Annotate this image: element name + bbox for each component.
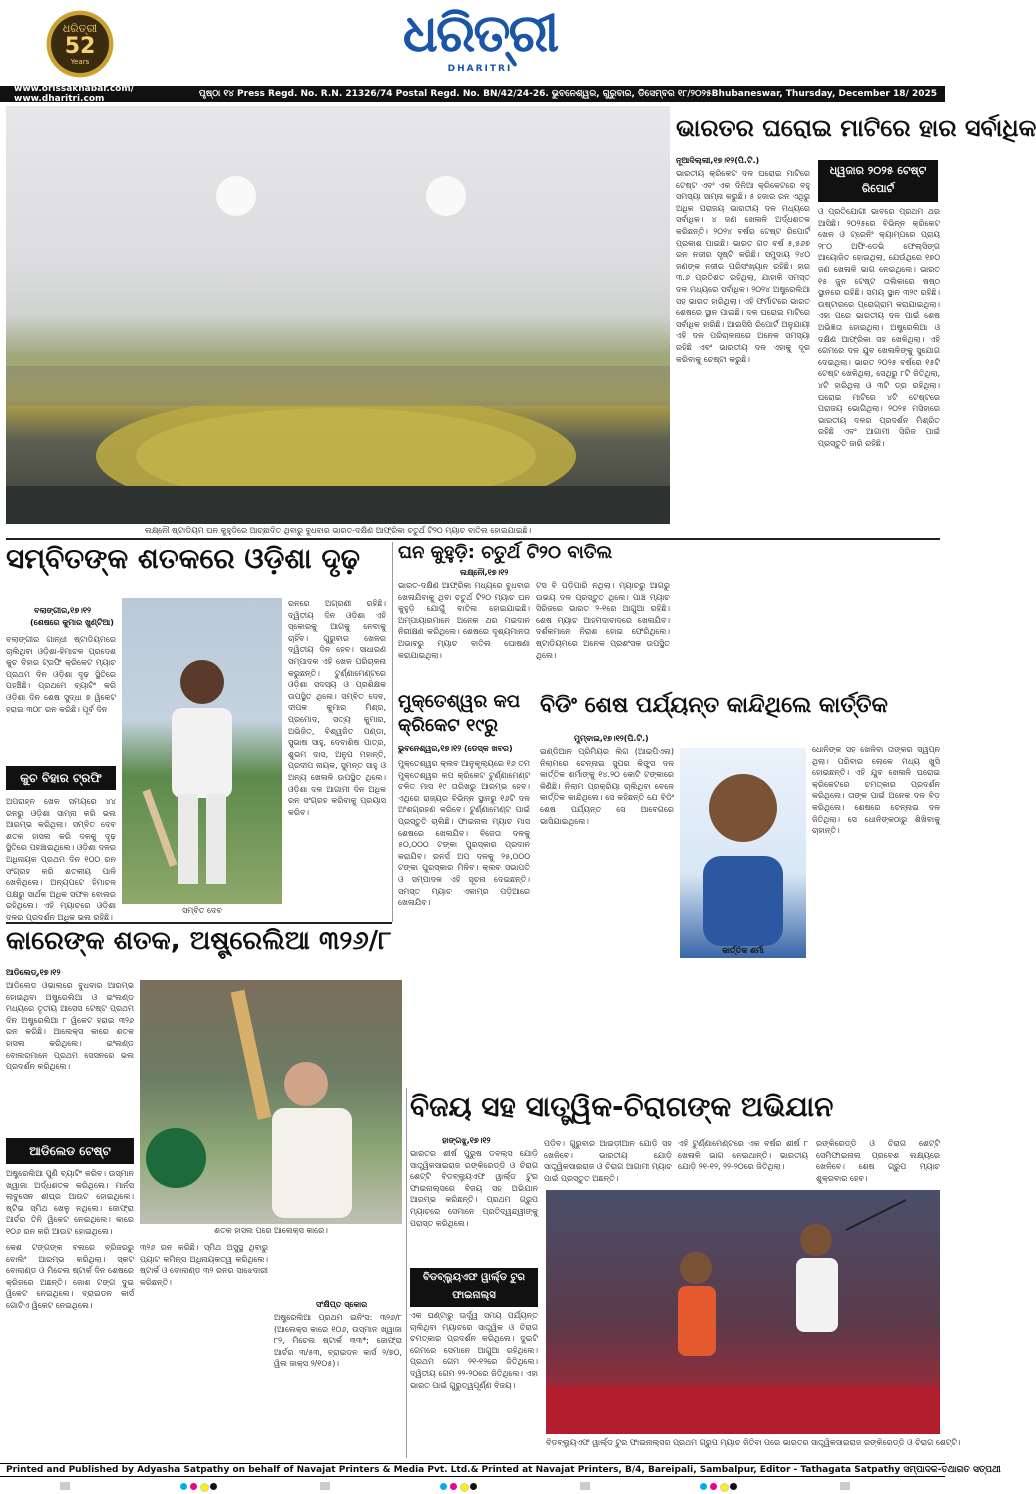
badminton-body-col2: ପଡ଼ିବ। ଗୁରୁବାର ଆଇଡ଼ୀଆନ ଯୋଡ଼ି ସହ ଖେଳିବେ। ଭାରତୀୟ ଯୋଡ଼ି ସାତ୍ତ୍ୱିକସାଇରାଜ ଓ ଚିରାଗ ଆଗାମୀ ମ୍ୟାଚ ପାଇଁ ପ୍ରସ୍ତୁତ ଅଛନ୍ତି।: [544, 1139, 672, 1183]
reg-square-1: [60, 1482, 70, 1490]
registration-info: ପୃଷ୍ଠା ୧୪ Press Regd. No. R.N. 21326/74 Postal Regd. No. BN/42/24-26. ଭୁବନେଶ୍ୱର, ଗୁରୁବାର, ଡିସେମ୍ବର ୧୮/୨୦୨୫: [198, 89, 712, 99]
odisha-body-col3: ରନରେ ଅଗ୍ରଣୀ ରହିଛି। ଦ୍ୱିତୀୟ ଦିନ ଓଡ଼ିଶା ଏହି ସ୍କୋରକୁ ଆଗକୁ ନେବାକୁ ଚାହିଁବ। ଗୁରୁବାର ଖେଳର ଦ୍ୱିତୀୟ ଦିନ ହେବ। ସାଧାରଣ ସମ୍ପାଦକ ଏହି ଖେଳ ପରିଚାଳନା କରୁଛନ୍ତି। ଟୁର୍ଣ୍ଣାମେଣ୍ଟରେ ଓଡ଼ିଶା ସଦସ୍ୟ ଓ ପ୍ରଶିକ୍ଷକ ଉପସ୍ଥିତ ଥିଲେ। ସମ୍ବିତ ଦେବ, ଦୀପକ କୁମାର ମିଶ୍ର, ପ୍ରମୋଦ, ସତ୍ୟ କୁମାର, ଅଭିଜିତ, ବିଶ୍ୱଜିତ ପଣ୍ଡା, ସୁଭାଷ ସାହୁ, ଦେବାଶିଷ ପାତ୍ର, ଶୁଭମ ଦାସ, ଅନୁପ ମହାନ୍ତି, ପ୍ରଦୀପ ନାୟକ, ସୁମନ୍ତ ସାହୁ ଓ ଅନ୍ୟ ଖେଳାଳି ଉପସ୍ଥିତ ଥିଲେ। ଓଡ଼ିଶା ଦଳ ଆଗାମୀ ଦିନ ଅଧିକ ରନ ସଂଗ୍ରହ କରିବାକୁ ପ୍ରୟାସ କରିବ।: [288, 599, 386, 817]
defeat-body-col1: ଭାରତୀୟ କ୍ରିକେଟ ଦଳ ଘରୋଇ ମାଟିରେ ଟେଷ୍ଟ ଏବଂ ଏକ ଦିନିଆ କ୍ରିକେଟରେ ବହୁ ସମସ୍ୟା ସାମ୍ନା କରୁଛି। ୫ ହଜାର ରନ ଏଥିରୁ ଅଧିକ ପରାଜୟ ଭାରତୀୟ ଦଳ ମଧ୍ୟରେ ସର୍ବାଧିକ। ୪ ଜଣ ଖେଳାଳି ଅର୍ଦ୍ଧଶତକ କରିଛନ୍ତି। ୨୦୨୪ ବର୍ଷର ଟେଷ୍ଟ ରିପୋର୍ଟ ପ୍ରକାଶ ପାଇଛି। ଭାରତ ଗତ ବର୍ଷ ୫,୫୬୭ ରନ ନଜୀର ସୃଷ୍ଟି କରିଛି। ସମୁଦାୟ ୨୪୦ ଜଣଙ୍କ ନଜୀର ପରିସଂଖ୍ୟାନ ରହିଛି। ହାର ୩.୬ ପ୍ରତିଶତ ରହିଥିଲା, ଯାହାକି ସମସ୍ତ ଦଳ ମଧ୍ୟରେ ସର୍ବାଧିକ। ୨୦୨୪ ଅଷ୍ଟ୍ରେଲିଆ ସହ ଭାରତ ହାରିଥିଲା। ଏହି ଫର୍ମାଟରେ ଭାରତ ଶେଷରେ ସ୍ଥାନ ପାଇଛି। ଦଳ ଘରୋଇ ମାଟିରେ ସର୍ବାଧିକ ହାରିଛି। ଆଇସିସି ରିପୋର୍ଟ ଅନୁଯାୟୀ ଏହି ଦଳ ପରିଚାଳନାରେ ଅନେକ ସମସ୍ୟା ରହିଛି ଏବଂ ଭାରତୀୟ ଦଳ ଏହାକୁ ଦୂର କରିବାକୁ ଚେଷ୍ଟା କରୁଛି।: [676, 169, 810, 364]
defeat-box-label: ଧ୍ୱଜାର ୨୦୨୫ ଟେଷ୍ଟ ରିପୋର୍ଟ: [818, 160, 938, 202]
badminton-illustration: [546, 1190, 940, 1434]
badminton-headline[interactable]: ବିଜୟ ସହ ସାତ୍ତ୍ୱିକ-ଚିରାଗଙ୍କ ଅଭିଯାନ: [410, 1090, 834, 1123]
badminton-body-col3b: ଏହି ଟୁର୍ଣ୍ଣାମେଣ୍ଟରେ ଏକ ବର୍ଷର ଶୀର୍ଷ ୮ ଖେଳାଳି ଭାଗ ନେଇଥାନ୍ତି। ଭାରତୀୟ ଯୋଡ଼ି ୨୧-୧୨, ୨୨-୨୦ରେ ଜିତିଥିଲା।: [678, 1139, 808, 1172]
badminton-box-label: ବିଡବ୍ଲ୍ୟୁଏଫ ୱାର୍ଲ୍ଡ ଟୁର ଫାଇନାଲ୍ସ: [410, 1268, 538, 1307]
badminton-body-col3: ରଙ୍କିରେଡ୍ଡି ଓ ଚିରାଗ ଶେଟ୍ଟି ସେମିଫାଇନାଲ ପ୍ରବେଶ ଲକ୍ଷ୍ୟରେ ଖେଳିବେ। ଶେଷ ଗ୍ରୁପ ମ୍ୟାଚ ଶୁକ୍ରବାର ହେବ।: [816, 1139, 940, 1183]
odisha-dateline: ବଲାଙ୍ଗୀର,୧୭।୧୨: [34, 606, 91, 615]
ashes-body-col1b: ଅଷ୍ଟ୍ରେଲିଆ ପୁଣି ବ୍ୟାଟିଂ କରିବ। ଉସ୍ମାନ ଖ୍ୱାଜା ଅର୍ଦ୍ଧଶତକ କରିଥିଲେ। ମାର୍ନସ ଲାବୁସେନ ଶୀଘ୍ର ଆଉଟ ହୋଇଥିଲେ। ଷ୍ଟିଭ ସ୍ମିଥ ଖେଳୁ ନଥିଲେ। ଜୋଫ୍ରା ଆର୍ଚର ତିନି ୱିକେଟ ନେଇଥିଲେ। କାରେ ୧୦୬ ରନ କରି ଆଉଟ ହୋଇଥିଲେ।: [6, 1169, 134, 1236]
reg-square-2: [320, 1482, 330, 1490]
mukteswar-body: ମୁକ୍ତେଶ୍ୱର କ୍ଲବ ଆନୁକୂଲ୍ୟରେ ୧୬ ତମ ମୁକ୍ତେଶ୍ୱର କପ କ୍ରିକେଟ ଟୁର୍ଣ୍ଣାମେଣ୍ଟ ଚଳିତ ମାସ ୧୯ ତାରିଖରୁ ଆରମ୍ଭ ହେବ। ଏଥିରେ ରାଜ୍ୟର ବିଭିନ୍ନ ସ୍ଥାନରୁ ୧୬ଟି ଦଳ ଅଂଶଗ୍ରହଣ କରିବେ। ଟୁର୍ଣ୍ଣାମେଣ୍ଟ ପାଇଁ ପ୍ରସ୍ତୁତି ଚାଲିଛି। ଫାଇନାଲ ମ୍ୟାଚ ମାସ ଶେଷରେ ଖେଳାଯିବ। ବିଜେତା ଦଳକୁ ୫୦,୦୦୦ ଟଙ୍କା ପୁରସ୍କାର ପ୍ରଦାନ କରାଯିବ। ରନର୍ସ ଅପ ଦଳକୁ ୨୫,୦୦୦ ଟଙ୍କା ପୁରସ୍କାର ମିଳିବ। କ୍ଲବ ସଭାପତି ଓ ସମ୍ପାଦକ ଏହି ସୂଚନା ଦେଇଛନ୍ତି। ସମସ୍ତ ମ୍ୟାଚ ଏକାମ୍ର ପଡ଼ିଆରେ ଖେଳାଯିବ।: [398, 759, 530, 908]
reg-square-4: [840, 1482, 850, 1490]
odisha-box-label: କୁଚ ବିହାର ଟ୍ରଫି: [6, 766, 116, 790]
ashes-summary-label: ସଂକ୍ଷିପ୍ତ ସ୍କୋର: [316, 1300, 368, 1309]
badminton-body-col1b: ଏକ ଘଣ୍ଟାରୁ ଊର୍ଦ୍ଧ୍ୱ ସମୟ ପର୍ଯ୍ୟନ୍ତ ଚାଲିଥିବା ମ୍ୟାଚରେ ସାତ୍ତ୍ୱିକ ଓ ଚିରାଗ ଚମତ୍କାର ପ୍ରଦର୍ଶନ କରିଥିଲେ। ଦୁଇଟି ଗେମରେ ସେମାନେ ଆଗୁଆ ରହିଥିଲେ। ପ୍ରଥମ ଗେମ ୨୧-୧୨ରେ ଜିତିଥିଲେ। ଦ୍ୱିତୀୟ ଗେମ ୨୨-୨୦ରେ ଜିତିଥିଲେ। ଏହା ଭାରତ ପାଇଁ ଗୁରୁତ୍ୱପୂର୍ଣ୍ଣ ବିଜୟ।: [410, 1311, 538, 1390]
ashes-body-col2: ୩୨୬ ରନ କରିଛି। ସ୍ମିଥ ଅସୁସ୍ଥ ଥିବାରୁ ପ୍ୟାଟ କମିନ୍ସ ଅଧିନାୟକତ୍ୱ କରିଥିଲେ। ଷ୍ଟାର୍କ ଓ ବୋଲାଣ୍ଡ ୩୨ ରନର ସାଝେଦାରୀ କରିଛନ୍ତି।: [140, 1243, 268, 1287]
ashes-headline[interactable]: କାରେଙ୍କ ଶତକ, ଅଷ୍ଟ୍ରେଲିଆ ୩୨୬/୮: [6, 926, 392, 956]
kartik-body-col1: ଇଣ୍ଡିଆନ ପ୍ରିମିୟର ଲିଗ (ଆଇପିଏଲ) ନିଲାମରେ ଚେନ୍ନାଇ ସୁପର କିଙ୍ଗ୍ସ ଦଳ କାର୍ତ୍ତିକ ଶର୍ମାଙ୍କୁ ୧୪.୨୦ କୋଟି ଟଙ୍କାରେ କିଣିଛି। ନିଲାମ ପ୍ରକ୍ରିୟା ଚାଲିଥିବା ବେଳେ କାର୍ତ୍ତିକ କାନ୍ଦିଥିଲେ। ସେ କହିଛନ୍ତି ଯେ ବିଡିଂ ଶେଷ ପର୍ଯ୍ୟନ୍ତ ସେ ଆବେଗରେ ଭାସିଯାଇଥିଲେ।: [540, 747, 674, 826]
kartik-photo: [680, 748, 806, 958]
odisha-headline[interactable]: ସମ୍ବିତଙ୍କ ଶତକରେ ଓଡ଼ିଶା ଦୃଢ଼: [6, 542, 361, 575]
ashes-box-label: ଆଡିଲେଡ ଟେଷ୍ଟ: [6, 1138, 134, 1164]
sambit-caption: ସମ୍ବିତ ଦେବ: [182, 906, 222, 915]
website-links[interactable]: www.orissakhabar.com/ www.dharitri.com: [14, 84, 135, 104]
reg-dot-black-3: [730, 1483, 737, 1490]
reg-square-3: [580, 1482, 590, 1490]
odisha-body-col1: ବଲାଙ୍ଗୀର ଗାନ୍ଧୀ ଷ୍ଟାଡିୟମରେ ଚାଲିଥିବା ଓଡ଼ିଶା-ହିମାଚଳ ପ୍ରଦେଶ କୁଚ ବିହାର ଟ୍ରଫି କ୍ରିକେଟ ମ୍ୟାଚ ପ୍ରଥମ ଦିନ ଓଡ଼ିଶା ଦୃଢ଼ ସ୍ଥିତିରେ ପହଞ୍ଚିଛି। ପ୍ରଥମେ ବ୍ୟାଟିଂ କରି ଓଡ଼ିଶା ଦିନ ଶେଷ ସୁଦ୍ଧା ୭ ୱିକେଟ ହରାଇ ୩୦୮ ରନ କରିଛି। ପୂର୍ବ ଦିନ: [6, 635, 116, 714]
masthead: [0, 0, 945, 86]
ashes-body-col1c: କେଶ ଟଙ୍ଗଙ୍କ ବଲରେ ବ୍ରିଜରରୁ ବୋଲିଂ ଆରମ୍ଭ କରିଥିଲା। ସ୍କଟ ବୋଲାଣ୍ଡ ଓ ମିଚେଲ ଷ୍ଟାର୍କ ଦିନ ଶେଷରେ କ୍ରିଜରେ ଅଛନ୍ତି। ଜୋଶ ଟଙ୍ଗ ଦୁଇ ୱିକେଟ ନେଇଥିଲେ। ବ୍ରାଇଡନ କାର୍ସ ଗୋଟିଏ ୱିକେଟ ନେଇଥିଲେ।: [6, 1243, 134, 1310]
odisha-body-col1b: ଅପରାହ୍ନ ଖେଳ ସମୟରେ ୪୪ ରନରୁ ଓଡ଼ିଶା ସାମ୍ନା କରି ଭଲ ଆରମ୍ଭ କରିଥିଲା। ସମ୍ବିତ ଦେବ ଶତକ ହାସଲ କରି ଦଳକୁ ଦୃଢ଼ ସ୍ଥିତିରେ ପହଞ୍ଚାଇଥିଲେ। ଓଡ଼ିଶା ଦଳର ଅଧିନାୟକ ପ୍ରଥମ ଦିନ ୧୦୦ ରନ ସଂଗ୍ରହ କରି ଶତକୀୟ ପାଳି ଖେଳିଥିଲେ। ଅନ୍ୟପଟେ ହିମାଚଳ ପକ୍ଷରୁ ସାର୍ଥକ ଅଧିକ ସଫଳ ବୋଲର ରହିଥିଲେ। ଏହି ମ୍ୟାଚରେ ଓଡ଼ିଶା ଦଳର ପ୍ରଦର୍ଶନ ଅଧିକ ଭଲ ରହିଛି।: [6, 797, 116, 922]
badminton-body-col1: ଭାରତର ଶୀର୍ଷ ପୁରୁଷ ଡବଲ୍ସ ଯୋଡ଼ି ସାତ୍ତ୍ୱିକସାଇରାଜ ରଙ୍କିରେଡ୍ଡି ଓ ଚିରାଗ ଶେଟ୍ଟି ବିଡବ୍ଲ୍ୟୁଏଫ ୱାର୍ଲ୍ଡ ଟୁର ଫାଇନାଲ୍ସରେ ବିଜୟ ସହ ଅଭିଯାନ ଆରମ୍ଭ କରିଛନ୍ତି। ପ୍ରଥମ ଗ୍ରୁପ ମ୍ୟାଚରେ ସେମାନେ ପ୍ରତିଦ୍ୱନ୍ଦ୍ୱୀଙ୍କୁ ପରାସ୍ତ କରିଥିଲେ।: [410, 1149, 538, 1228]
kartik-caption: କାର୍ତ୍ତିକ ଶର୍ମା: [722, 946, 764, 955]
t20-body-col2: ଟସ ବି ପଡ଼ିପାରି ନଥିଲା। ମ୍ୟାଚରୁ ଆଗରୁ ଉଭୟ ଦଳ ପ୍ରସ୍ତୁତ ଥିଲେ। ପାଞ୍ଚ ମ୍ୟାଚ ସିରିଜରେ ଭାରତ ୨-୧ରେ ଆଗୁଆ ରହିଛି। ଶେଷ ମ୍ୟାଚ ଆହମଦାବାଦରେ ଖେଳାଯିବ। ଦର୍ଶକମାନେ ନିରାଶ ହୋଇ ଫେରିଥିଲେ। ଷ୍ଟାଡିୟମରେ ଅନେକ ପ୍ରଶଂସକ ଉପସ୍ଥିତ ଥିଲେ।: [536, 581, 670, 660]
section-divider-2: [6, 922, 392, 924]
odisha-subdateline: (ଶେଷରେ କୁମାର ଖୁଣ୍ଟିଆ): [30, 618, 114, 627]
info-bar: [0, 86, 945, 102]
reg-dot-black-2: [470, 1483, 477, 1490]
printer-footer: Printed and Published by Adyasha Satpathy on behalf of Navajat Printers & Media Pvt. Ltd.& Printed at Navajat Printers, B/4, Bareipali, Sambalpur, Editor - Tathagata Satpathy ସମ୍ପାଦକ-ତଥାଗତ ସତ୍ପଥୀ: [0, 1463, 945, 1477]
carey-illustration: [140, 980, 402, 1224]
satwik-chirag-photo: [546, 1190, 940, 1434]
reg-dot-yellow-1: [200, 1483, 209, 1492]
carey-photo: [140, 980, 402, 1224]
stadium-fog-photo: [6, 106, 670, 524]
kartik-headline[interactable]: ବିଡିଂ ଶେଷ ପର୍ଯ୍ୟନ୍ତ କାନ୍ଦିଥିଲେ କାର୍ତ୍ତିକ: [540, 693, 888, 718]
badminton-dateline: ହାଙ୍ଗଝୁ,୧୭।୧୨: [442, 1136, 491, 1145]
column-divider: [392, 542, 393, 922]
kartik-dateline: ମୁମ୍ବାଇ,୧୭।୧୨(ପି.ଟି.): [574, 734, 649, 743]
reg-dot-yellow-3: [720, 1483, 729, 1492]
mukteswar-dateline: ଭୁବନେଶ୍ୱର,୧୭।୧୨ (ଡେସ୍କ ଖବର): [398, 744, 513, 753]
t20-dateline: ଲକ୍ଷ୍ନୌ,୧୭।୧୨: [460, 568, 509, 577]
defeat-headline[interactable]: ଭାରତର ଘରୋଇ ମାଟିରେ ହାର ସର୍ବାଧିକ: [676, 114, 1036, 142]
badge-years-number: 52: [64, 34, 96, 59]
registration-marks: [0, 1478, 945, 1494]
reg-dot-magenta-2: [450, 1483, 457, 1490]
t20-body-col1: ଭାରତ-ଦକ୍ଷିଣ ଆଫ୍ରିକା ମଧ୍ୟରେ ବୁଧବାର ଖେଳାଯିବାକୁ ଥିବା ଚତୁର୍ଥ ଟି୨୦ ମ୍ୟାଚ ଘନ କୁହୁଡ଼ି ଯୋଗୁଁ ବାତିଲ ହୋଇଯାଇଛି। ଅମ୍ପାୟାରମାନେ ଅନେକ ଥର ମଇଦାନ ନିରୀକ୍ଷଣ କରିଥିଲେ। ଶେଷରେ ଦୃଶ୍ୟମାନତା ଅଭାବରୁ ମ୍ୟାଚ ବାତିଲ ଘୋଷଣା କରାଯାଇଥିଲା।: [398, 581, 530, 660]
badge-title: ଧରିତ୍ରୀ: [62, 22, 98, 35]
ashes-dateline: ଆଡିଲେଡ୍,୧୭।୧୨: [6, 968, 61, 977]
reg-dot-magenta-1: [190, 1483, 197, 1490]
reg-dot-cyan-2: [440, 1483, 447, 1490]
defeat-dateline: ନୂଆଦିଲ୍ଲୀ,୧୭।୧୨(ପି.ଟି.): [676, 156, 760, 165]
badge-years-word: Years: [70, 58, 90, 66]
reg-dot-magenta-3: [710, 1483, 717, 1490]
defeat-body-col2: ଓ ପ୍ରତିଯୋଗୀ ଭାବରେ ପ୍ରଥମ ଥର ଆସିଛି। ୨୦୨୫ରେ ବିଭିନ୍ନ କ୍ରିକେଟ ଖେଳ ଓ ଟ୍ରେନିଂ କ୍ୟାମ୍ପରେ ପ୍ରାୟ ୨୮୦ ଅଫି-ଡେଭି ଫେଲ୍ସିଙ୍ଗ ଆୟୋଜିତ ହୋଇଥିଲା, ଯେଉଁଥିରେ ୧୭୦ ଜଣ ଖେଳାଳି ଭାଗ ନେଇଥିଲେ। ଭାରତ ୧୫ ଜୁନ ଟେଷ୍ଟ ତାଲିକାରେ ଷଷ୍ଠ ସ୍ଥାନରେ ରହିଛି। ସମୟ ସ୍ଥାନ ୩୨୯ ରହିଛି। ଉଷ୍ଟାରରେ ପ୍ରୋଗ୍ରାମ କରାଯାଇଥିଲା। ଏହା ପରେ ଭାରତୀୟ ଦଳ ପାଇଁ ଶେଷ ଅଭିଜ୍ଞତା ହୋଇଥିଲା। ଅଷ୍ଟ୍ରେଲିଆ ଓ ଦକ୍ଷିଣ ଆଫ୍ରିକା ସହ ଖେଳିଥିଲା। ଏହି ଗେମରେ ଦଳ ଯୁବ ଖେଳାଳିଙ୍କୁ ସୁଯୋଗ ଦେଇଥିଲା। ଭାରତ ୨୦୨୫ ବର୍ଷରେ ୧୫ଟି ଟେଷ୍ଟ ଖେଳିଥିଲା, ସେଥିରୁ ୮ଟି ଜିତିଥିଲା, ୪ଟି ହାରିଥିଲା ଓ ୩ଟି ଡ୍ର ରହିଥିଲା। ଘରୋଇ ମାଟିରେ ୪ଟି ଟେଷ୍ଟରେ ପରାଜୟ ଭୋଗିଥିଲା। ୨୦୨୫ ମସିହାରେ ଭାରତୀୟ ଦଳର ପ୍ରଦର୍ଶନ ମିଶ୍ରିତ ରହିଛି ଏବଂ ଆଗାମୀ ସିରିଜ ପାଇଁ ପ୍ରସ୍ତୁତି ଜାରି ରହିଛି।: [818, 207, 940, 448]
fog-photo-caption: ଲକ୍ଷ୍ନୌ ଷ୍ଟାଡିୟମ ଘନ କୁହୁଡ଼ିରେ ଆଚ୍ଛାଦିତ ଥିବାରୁ ବୁଧବାର ଭାରତ-ଦକ୍ଷିଣ ଆଫ୍ରିକା ଚତୁର୍ଥ ଟି୨୦ ମ୍ୟାଚ ବାତିଲ ହୋଇଯାଇଛି।: [144, 526, 532, 535]
badminton-caption: ବିଡବ୍ଲ୍ୟୁଏଫ ୱାର୍ଲ୍ଡ ଟୁର ଫାଇନାଲ୍ସର ପ୍ରଥମ ଗ୍ରୁପ ମ୍ୟାଚ ଜିତିବା ପରେ ଭାରତର ସାତ୍ତ୍ୱିକସାଇରାଜ ରଙ୍କିରେଡ୍ଡି ଓ ଚିରାଗ ଶେଟ୍ଟି।: [546, 1438, 961, 1447]
sambit-photo: [122, 598, 282, 904]
stadium-fog-illustration: [6, 106, 670, 524]
newspaper-logo[interactable]: [380, 4, 580, 82]
ashes-summary: ଅଷ୍ଟ୍ରେଲିଆ ପ୍ରଥମ ଇନିଂସ: ୩୨୬/୮ (ଆଲେକ୍ସ କାରେ ୧୦୬, ଉସ୍ମାନ ଖ୍ୱାଜା ୮୨, ମିଚେଲ ଷ୍ଟାର୍କ ୩୩*; ଜୋଫ୍ରା ଆର୍ଚର ୩/୫୩, ବ୍ରାଇଡନ କାର୍ସ ୨/୭୦, ୱିଲ ଜାକ୍ସ ୨/୧୦୫)।: [274, 1313, 402, 1369]
t20-headline[interactable]: ଘନ କୁହୁଡ଼ି: ଚତୁର୍ଥ ଟି୨୦ ବାତିଲ: [398, 542, 613, 563]
section-divider: [6, 538, 940, 540]
kartik-body-col2: ଧୋନିଙ୍କ ସହ ଖେଳିବା ତାଙ୍କର ସ୍ୱପ୍ନ ଥିଲା। ପରିବାର ଲୋକେ ମଧ୍ୟ ଖୁସି ହୋଇଛନ୍ତି। ଏହି ଯୁବ ଖେଳାଳି ଘରୋଇ କ୍ରିକେଟରେ ଚମତ୍କାର ପ୍ରଦର୍ଶନ କରିଥିଲେ। ତାଙ୍କ ପାଇଁ ଅନେକ ଦଳ ବିଡ଼ କରିଥିଲେ। ଶେଷରେ ଚେନ୍ନାଇ ଦଳ ଜିତିଥିଲା। ସେ ଧୋନିଙ୍କଠାରୁ ଶିଖିବାକୁ ଚାହାନ୍ତି।: [812, 745, 940, 836]
column-divider-2: [406, 1088, 407, 1458]
ashes-body-col1: ଆଡିଲେଡ ଓଭାଲରେ ବୁଧବାର ଆରମ୍ଭ ହୋଇଥିବା ଅଷ୍ଟ୍ରେଲିଆ ଓ ଇଂଲଣ୍ଡ ମଧ୍ୟରେ ତୃତୀୟ ଆସେସ ଟେଷ୍ଟ ପ୍ରଥମ ଦିନ ଅଷ୍ଟ୍ରେଲିଆ ୮ ୱିକେଟ ହରାଇ ୩୨୬ ରନ କରିଛି। ଆଲେକ୍ସ କାରେ ଶତକ ହାସଲ କରିଥିଲେ। ଇଂଲଣ୍ଡ ବୋଲରମାନେ ପ୍ରଥମ ସେସନରେ ଭଲ ପ୍ରଦର୍ଶନ କରିଥିଲେ।: [6, 981, 134, 1072]
reg-dot-cyan-3: [700, 1483, 707, 1490]
reg-dot-black-1: [210, 1483, 217, 1490]
batsman-illustration: [122, 598, 282, 904]
edition-date: Bhubaneswar, Thursday, December 18/ 2025: [711, 89, 937, 99]
carey-caption: ଶତକ ହାସଲ ପରେ ଆଲେକ୍ସ କାରେ।: [214, 1226, 328, 1235]
logo-english: DHARITRI: [447, 64, 513, 74]
mukteswar-headline[interactable]: ମୁକ୍ତେଶ୍ୱର କପ କ୍ରିକେଟ ୧୯ରୁ: [398, 691, 521, 736]
logo-odia: ଧରିତ୍ରୀ: [402, 4, 558, 64]
reg-dot-yellow-2: [460, 1483, 469, 1492]
anniversary-badge: [40, 6, 120, 82]
kartik-portrait-illustration: [680, 748, 806, 958]
reg-dot-cyan-1: [180, 1483, 187, 1490]
